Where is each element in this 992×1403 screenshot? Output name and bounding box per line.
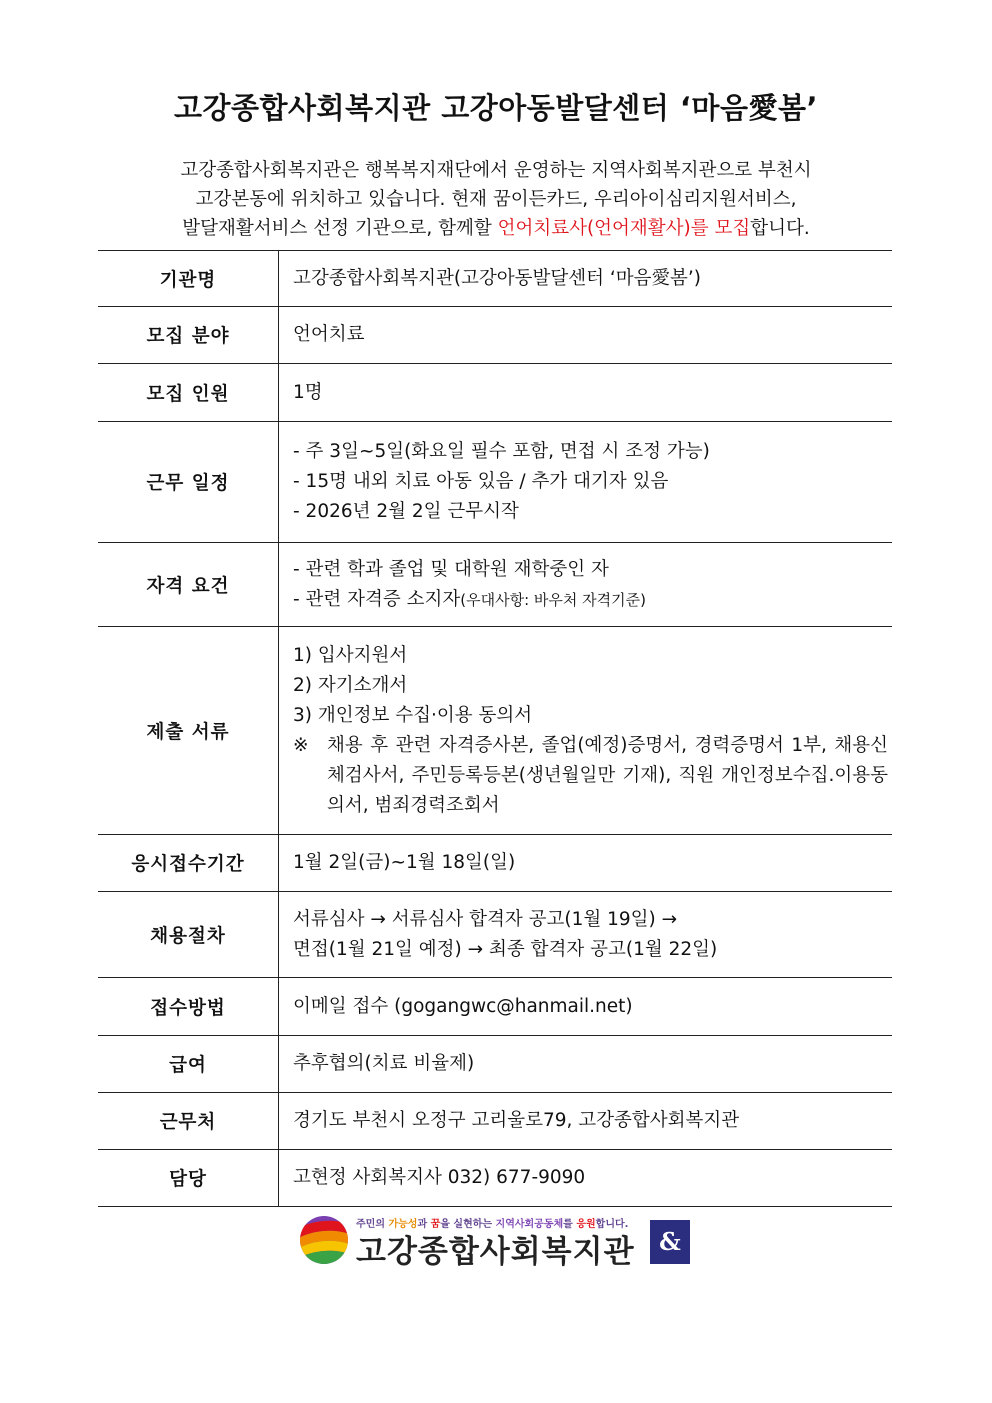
slogan-part: 지역사회공동체 xyxy=(495,1219,564,1230)
intro-line-3-post: 합니다. xyxy=(750,218,810,239)
label-period: 응시접수기간 xyxy=(98,835,279,892)
footer-org-name: 고강종합사회복지관 xyxy=(356,1234,635,1270)
slogan-part: 꿈 xyxy=(430,1219,441,1230)
row-period xyxy=(98,835,892,892)
schedule-line: - 주 3일~5일(화요일 필수 포함, 면접 시 조정 가능) xyxy=(293,441,710,462)
value-qualification xyxy=(279,543,893,627)
qualification-main: - 관련 자격증 소지자 xyxy=(293,588,461,610)
slogan-part: 합니다. xyxy=(595,1219,629,1230)
slogan-part: 가능성 xyxy=(388,1219,418,1230)
row-schedule xyxy=(98,422,892,543)
label-org: 기관명 xyxy=(98,251,279,307)
value-field: 언어치료 xyxy=(279,307,893,364)
value-method: 이메일 접수 (gogangwc@hanmail.net) xyxy=(279,978,893,1036)
document-item: 3) 개인정보 수집·이용 동의서 xyxy=(293,704,533,726)
value-salary: 추후협의(치료 비율제) xyxy=(279,1036,893,1093)
value-schedule xyxy=(279,422,893,543)
label-process: 채용절차 xyxy=(98,892,279,978)
slogan-part: 를 xyxy=(563,1219,577,1230)
row-field xyxy=(98,307,892,364)
ampersand-badge-icon: & xyxy=(650,1220,690,1264)
value-period: 1월 2일(금)~1월 18일(일) xyxy=(279,835,893,892)
slogan-part: 과 xyxy=(417,1219,431,1230)
value-process xyxy=(279,892,893,978)
slogan-part: 을 실현하는 xyxy=(440,1219,496,1230)
process-line-2: 면접(1월 21일 예정) → 최종 합격자 공고(1월 22일) xyxy=(293,938,718,960)
sphere-logo-icon xyxy=(298,1214,350,1266)
row-headcount xyxy=(98,364,892,422)
label-contact: 담당 xyxy=(98,1150,279,1207)
note-text: 채용 후 관련 자격증사본, 졸업(예정)증명서, 경력증명서 1부, 채용신체검사서, 주민등록등본(생년월일만 기재), 직원 개인정보수집.이용동의서, 범죄경력조회서 xyxy=(327,734,888,816)
row-method xyxy=(98,978,892,1036)
page-title: 고강종합사회복지관 고강아동발달센터 ‘마음愛봄’ xyxy=(173,91,818,125)
value-headcount: 1명 xyxy=(279,364,893,422)
slogan-part: 응원 xyxy=(576,1219,596,1230)
note-mark: ※ xyxy=(293,734,309,756)
value-documents xyxy=(279,627,893,835)
label-location: 근무처 xyxy=(98,1093,279,1150)
intro-line-2: 고강본동에 위치하고 있습니다. 현재 꿈이든카드, 우리아이심리지원서비스, xyxy=(195,189,797,210)
value-contact: 고현정 사회복지사 032) 677-9090 xyxy=(279,1150,893,1207)
qualification-line-1: - 관련 학과 졸업 및 대학원 재학중인 자 xyxy=(293,558,609,580)
row-contact xyxy=(98,1150,892,1207)
label-qualification: 자격 요건 xyxy=(98,543,279,627)
schedule-line: - 15명 내외 치료 아동 있음 / 추가 대기자 있음 xyxy=(293,471,669,492)
label-headcount: 모집 인원 xyxy=(98,364,279,422)
recruitment-table xyxy=(98,250,892,1207)
qualification-line-2 xyxy=(293,585,888,615)
process-line-1: 서류심사 → 서류심사 합격자 공고(1월 19일) → xyxy=(293,908,678,930)
intro-line-3 xyxy=(98,214,894,243)
document-item: 1) 입사지원서 xyxy=(293,644,408,666)
intro-line-3-pre: 발달재활서비스 선정 기관으로, 함께할 xyxy=(182,218,498,239)
footer-logo xyxy=(298,1212,698,1268)
slogan-part: 주민의 xyxy=(356,1219,389,1230)
row-process xyxy=(98,892,892,978)
label-documents: 제출 서류 xyxy=(98,627,279,835)
intro-paragraph xyxy=(98,156,894,243)
value-org: 고강종합사회복지관(고강아동발달센터 ‘마음愛봄’) xyxy=(279,251,893,307)
intro-line-1: 고강종합사회복지관은 행복복지재단에서 운영하는 지역사회복지관으로 부천시 xyxy=(180,160,812,181)
value-location: 경기도 부천시 오정구 고리울로79, 고강종합사회복지관 xyxy=(279,1093,893,1150)
qualification-note: (우대사항: 바우처 자격기준) xyxy=(460,590,646,609)
row-location xyxy=(98,1093,892,1150)
row-documents xyxy=(98,627,892,835)
label-salary: 급여 xyxy=(98,1036,279,1093)
label-field: 모집 분야 xyxy=(98,307,279,364)
label-method: 접수방법 xyxy=(98,978,279,1036)
row-qualification xyxy=(98,543,892,627)
document-item: 2) 자기소개서 xyxy=(293,674,408,696)
intro-highlight: 언어치료사(언어재활사)를 모집 xyxy=(497,218,751,239)
label-schedule: 근무 일정 xyxy=(98,422,279,543)
row-org xyxy=(98,251,892,307)
row-salary xyxy=(98,1036,892,1093)
schedule-line: - 2026년 2월 2일 근무시작 xyxy=(293,501,519,522)
documents-note xyxy=(293,731,888,821)
